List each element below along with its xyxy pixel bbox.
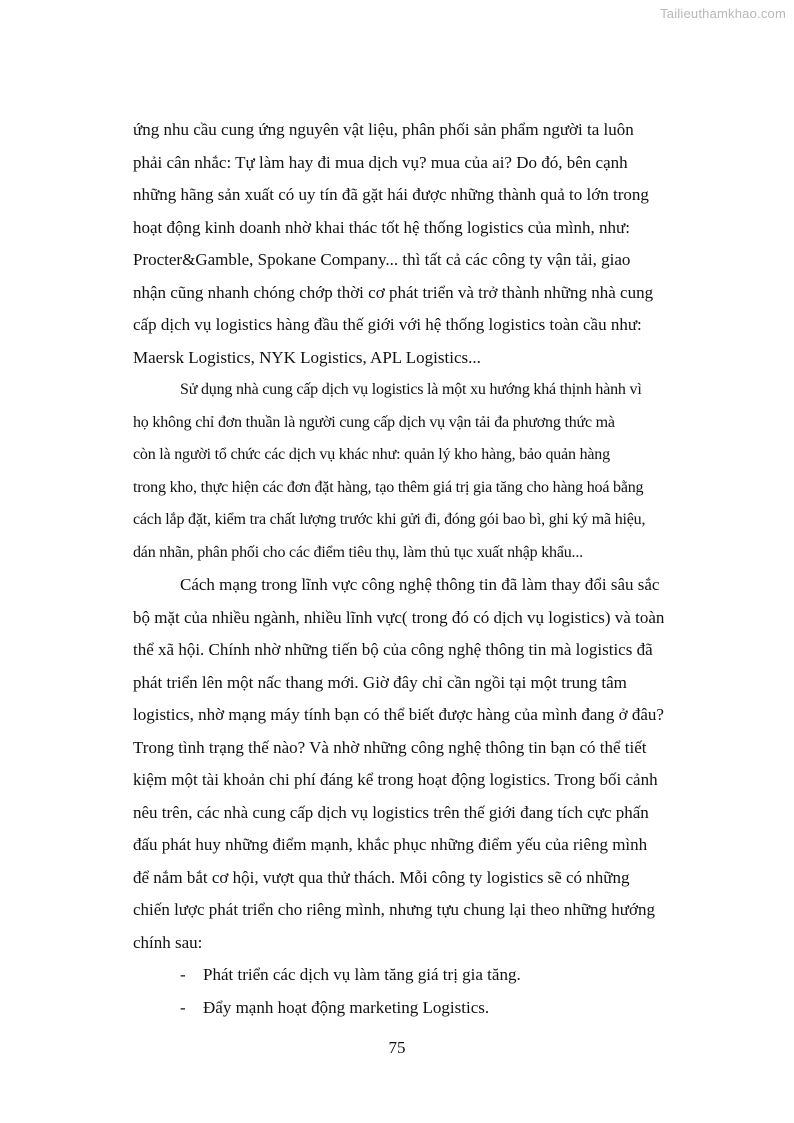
- page-content: [133, 114, 718, 1024]
- watermark: Tailieuthamkhao.com: [660, 6, 786, 21]
- paragraph-3: Cách mạng trong lĩnh vực công nghệ thông tin đã làm thay đổi sâu sắc bộ mặt của nhiều ngành, nhiều lĩnh vực( trong đó có dịch vụ logistics) và toàn thể xã hội. Chính nhờ những tiến bộ của công nghệ thông tin mà logistics đã phát triển lên một nấc thang mới. Giờ đây chỉ cần ngồi tại một trung tâm logistics, nhờ mạng máy tính bạn có thể biết được hàng của mình đang ở đâu? Trong tình trạng thế nào? Và nhờ những công nghệ thông tin bạn có thể tiết kiệm một tài khoản chi phí đáng kể trong hoạt động logistics. Trong bối cảnh nêu trên, các nhà cung cấp dịch vụ logistics trên thế giới đang tích cực phấn đấu phát huy những điểm mạnh, khắc phục những điểm yếu của riêng mình để nắm bắt cơ hội, vượt qua thử thách. Mỗi công ty logistics sẽ có những chiến lược phát triển cho riêng mình, nhưng tựu chung lại theo những hướng chính sau:: [133, 575, 665, 952]
- bullet-list: [133, 959, 718, 1024]
- bullet-item: [180, 992, 718, 1025]
- paragraph-1: ứng nhu cầu cung ứng nguyên vật liệu, phân phối sản phẩm người ta luôn phải cân nhắc: Tự làm hay đi mua dịch vụ? mua của ai? Do đó, bên cạnh những hãng sản xuất có uy tín đã gặt hái được những thành quả to lớn trong hoạt động kinh doanh nhờ khai thác tốt hệ thống logistics của mình, như: Procter&Gamble, Spokane Company... thì tất cả các công ty vận tải, giao nhận cũng nhanh chóng chớp thời cơ phát triển và trở thành những nhà cung cấp dịch vụ logistics hàng đầu thế giới với hệ thống logistics toàn cầu như: Maersk Logistics, NYK Logistics, APL Logistics...: [133, 120, 654, 367]
- bullet-item: [180, 959, 718, 992]
- paragraph-2: Sử dụng nhà cung cấp dịch vụ logistics là một xu hướng khá thịnh hành vì họ không chỉ đơn thuần là người cung cấp dịch vụ vận tải đa phương thức mà còn là người tổ chức các dịch vụ khác như: quản lý kho hàng, bảo quản hàng trong kho, thực hiện các đơn đặt hàng, tạo thêm giá trị gia tăng cho hàng hoá bằng cách lắp đặt, kiểm tra chất lượng trước khi gửi đi, đóng gói bao bì, ghi ký mã hiệu, dán nhãn, phân phối cho các điểm tiêu thụ, làm thủ tục xuất nhập khẩu...: [133, 381, 646, 561]
- bullet-dash: -: [180, 965, 186, 984]
- bullet-text: Đẩy mạnh hoạt động marketing Logistics.: [203, 997, 490, 1017]
- bullet-text: Phát triển các dịch vụ làm tăng giá trị gia tăng.: [203, 965, 521, 984]
- bullet-dash: -: [180, 997, 186, 1017]
- page-number: 75: [388, 1038, 406, 1057]
